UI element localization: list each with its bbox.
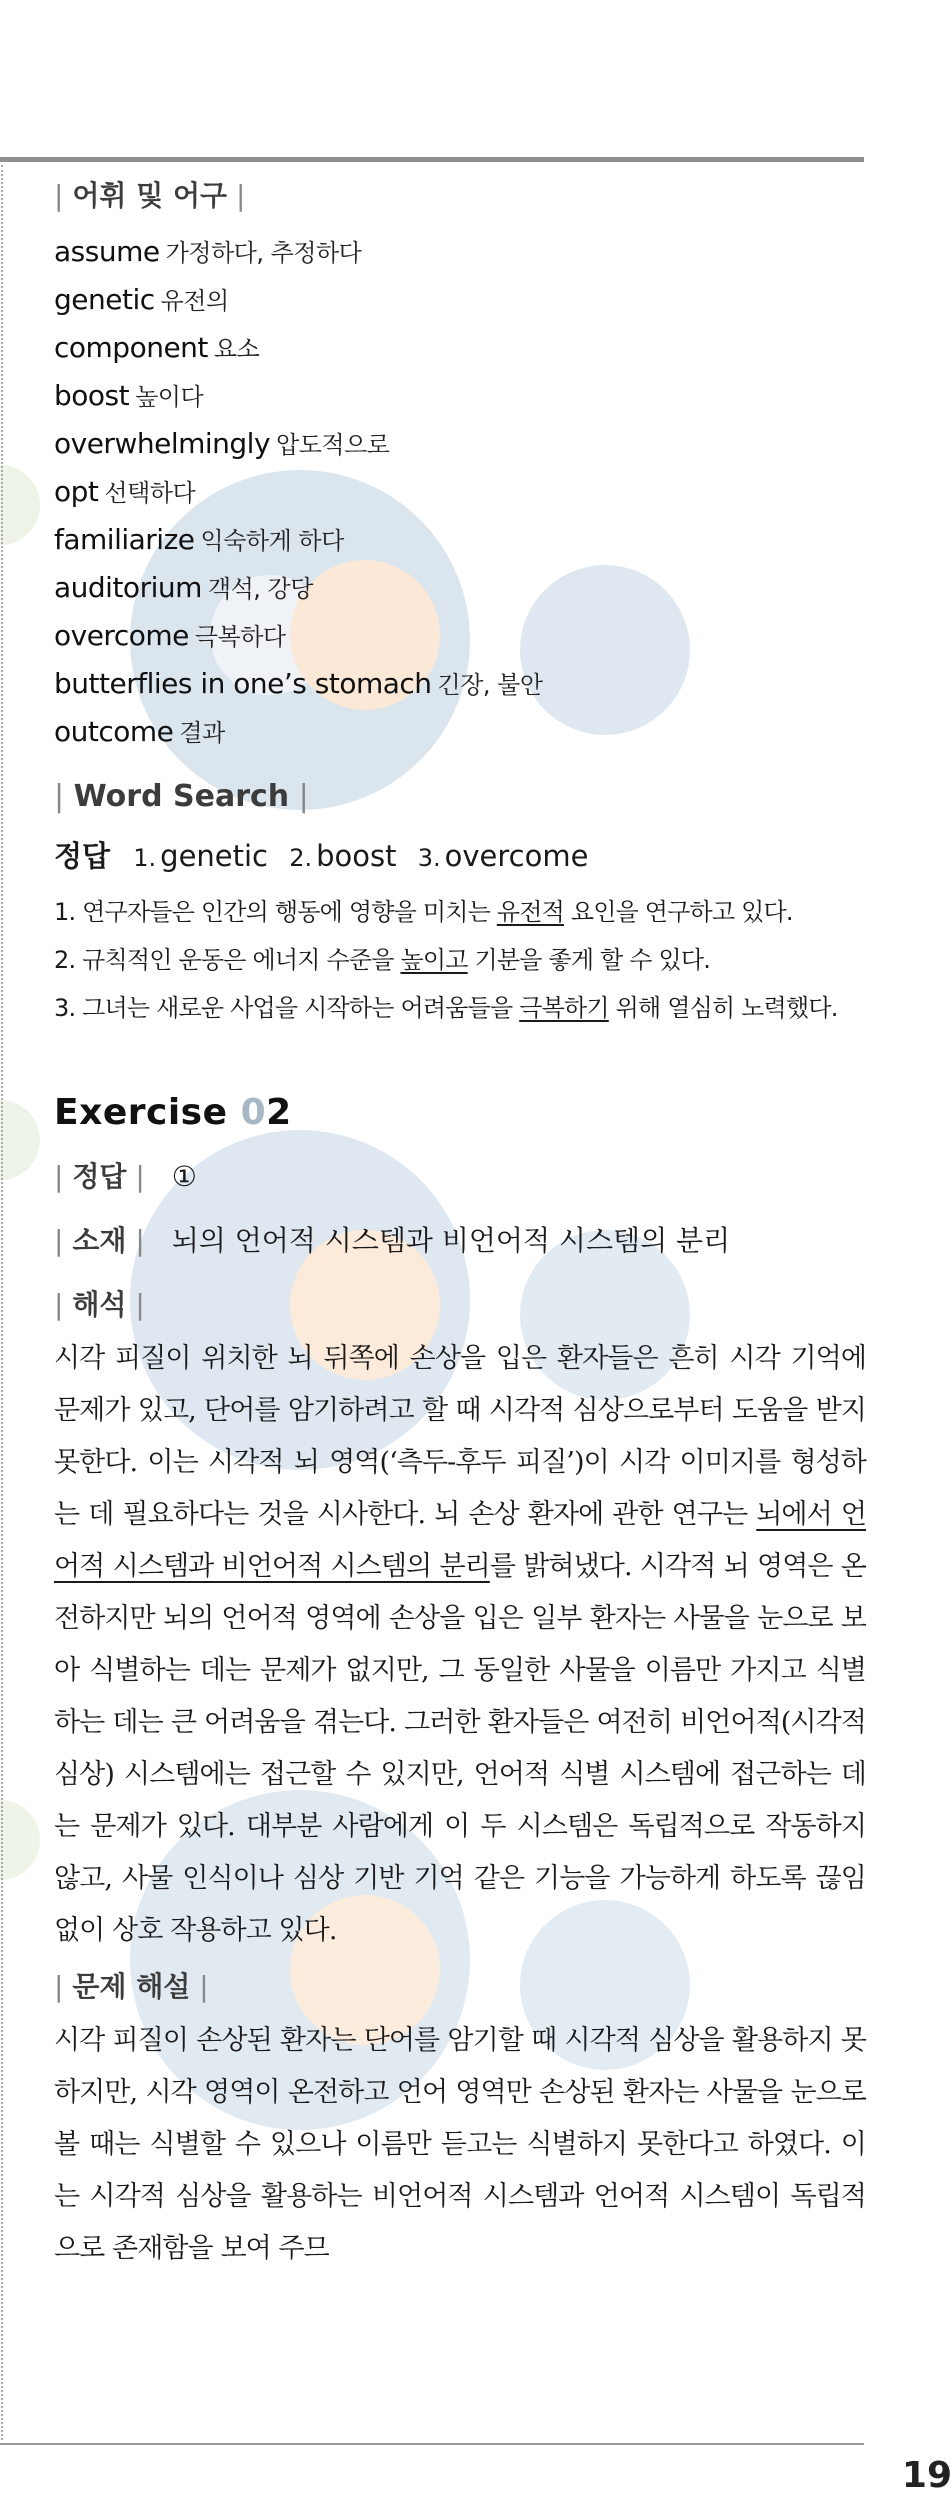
underlined-word: 극복하기 [519,994,609,1022]
vocab-item [54,420,866,468]
answer-value: ① [171,1160,197,1193]
vocab-en: auditorium [54,571,202,604]
vocab-ko: 객석, 강당 [207,575,313,603]
vocab-en: component [54,331,208,364]
topic-value: 뇌의 언어적 시스템과 비언어적 시스템의 분리 [171,1224,731,1257]
vocab-ko: 긴장, 불안 [437,671,543,699]
page-number: 19 [901,2455,952,2496]
word-search-answers [54,836,866,878]
page-content [54,179,866,2275]
vocab-item [54,228,866,276]
top-rule [0,157,864,162]
watermark-circle-green [0,465,40,545]
underlined-phrase: 뇌에서 언어적 시스템과 비언어적 시스템의 분리 [54,1499,866,1582]
exercise-number: 2 [266,1092,292,1133]
exercise-topic-row: | 소재 | 뇌의 언어적 시스템과 비언어적 시스템의 분리 [54,1224,731,1257]
word-search-sentences [54,888,866,1032]
vocab-item [54,516,866,564]
vocab-ko: 선택하다 [104,479,196,507]
word-search-header: | Word Search | [54,779,309,814]
vocab-ko: 결과 [179,719,225,747]
left-dotted-rule [1,165,3,2440]
vocab-item [54,564,866,612]
vocab-ko: 압도적으로 [276,431,390,459]
watermark-circle-green-2 [0,1100,40,1180]
vocab-ko: 유전의 [160,287,229,315]
vocab-en: familiarize [54,523,195,556]
vocab-en: opt [54,475,99,508]
vocab-ko: 요소 [213,335,260,363]
bottom-rule [0,2443,864,2445]
vocab-en: assume [54,235,160,268]
vocab-ko: 가정하다, 추정하다 [165,239,362,267]
vocab-en: overwhelmingly [54,427,271,460]
answer-label: 정답 [54,839,111,873]
exercise-number-prefix: 0 [240,1092,267,1133]
watermark-circle-green-3 [0,1800,40,1880]
vocab-item [54,324,866,372]
vocab-en: overcome [54,619,189,652]
example-sentence: 2. 규칙적인 운동은 에너지 수준을 높이고 기분을 좋게 할 수 있다. [54,946,711,974]
vocab-en: outcome [54,715,174,748]
vocab-item [54,468,866,516]
vocab-item [54,708,866,756]
vocab-item [54,276,866,324]
example-sentence: 1. 연구자들은 인간의 행동에 영향을 미치는 유전적 요인을 연구하고 있다. [54,898,793,926]
answer-item: 1. genetic [133,839,268,873]
answer-item: 3. overcome [417,839,589,873]
vocab-list [54,228,866,756]
underlined-word: 유전적 [496,898,564,926]
exercise-solution-header: | 문제 해설 | [54,1970,209,2003]
interpretation-text: 시각 피질이 위치한 뇌 뒤쪽에 손상을 입은 환자들은 흔히 시각 기억에 문제가 있고, 단어를 암기하려고 할 때 시각적 심상으로부터 도움을 받지 못한다. 이는 시각적 뇌 영역(‘측두-후두 피질’)이 시각 이미지를 형성하는 데 필요하다는 것을 시사한다. 뇌 손상 환자에 관한 연구는 뇌에서 언어적 시스템과 비언어적 시스템의 분리를 밝혀냈다. 시각적 뇌 영역은 온전하지만 뇌의 언어적 영역에 손상을 입은 일부 환자는 사물을 눈으로 보아 식별하는 데는 문제가 없지만, 그 동일한 사물을 이름만 가지고 식별하는 데는 큰 어려움을 겪는다. 그러한 환자들은 여전히 비언어적(시각적 심상) 시스템에는 접근할 수 있지만, 언어적 식별 시스템에 접근하는 데는 문제가 있다. 대부분 사람에게 이 두 시스템은 독립적으로 작동하지 않고, 사물 인식이나 심상 기반 기억 같은 기능을 가능하게 하도록 끊임없이 상호 작용하고 있다. [54,1343,866,1946]
exercise-answer-row: | 정답 | ① [54,1160,197,1193]
vocab-en: genetic [54,283,155,316]
vocab-ko: 극복하다 [194,623,286,651]
vocab-ko: 익숙하게 하다 [200,527,344,555]
exercise-title: Exercise 02 [54,1092,292,1133]
vocab-item [54,372,866,420]
vocab-en: butterflies in one’s stomach [54,667,432,700]
vocab-header: | 어휘 및 어구 | [54,179,246,212]
example-sentence: 3. 그녀는 새로운 사업을 시작하는 어려움들을 극복하기 위해 열심히 노력했다. [54,994,838,1022]
vocab-item [54,660,866,708]
solution-text: 시각 피질이 손상된 환자는 단어를 암기할 때 시각적 심상을 활용하지 못하지만, 시각 영역이 온전하고 언어 영역만 손상된 환자는 사물을 눈으로 볼 때는 식별할 수 있으나 이름만 듣고는 식별하지 못한다고 하였다. 이는 시각적 심상을 활용하는 비언어적 시스템과 언어적 시스템이 독립적으로 존재함을 보여 주므 [54,2025,866,2264]
vocab-ko: 높이다 [135,383,204,411]
underlined-word: 높이고 [400,946,468,974]
exercise-interp-header: | 해석 | [54,1288,145,1321]
vocab-item [54,612,866,660]
answer-item: 2. boost [289,839,397,873]
vocab-en: boost [54,379,130,412]
